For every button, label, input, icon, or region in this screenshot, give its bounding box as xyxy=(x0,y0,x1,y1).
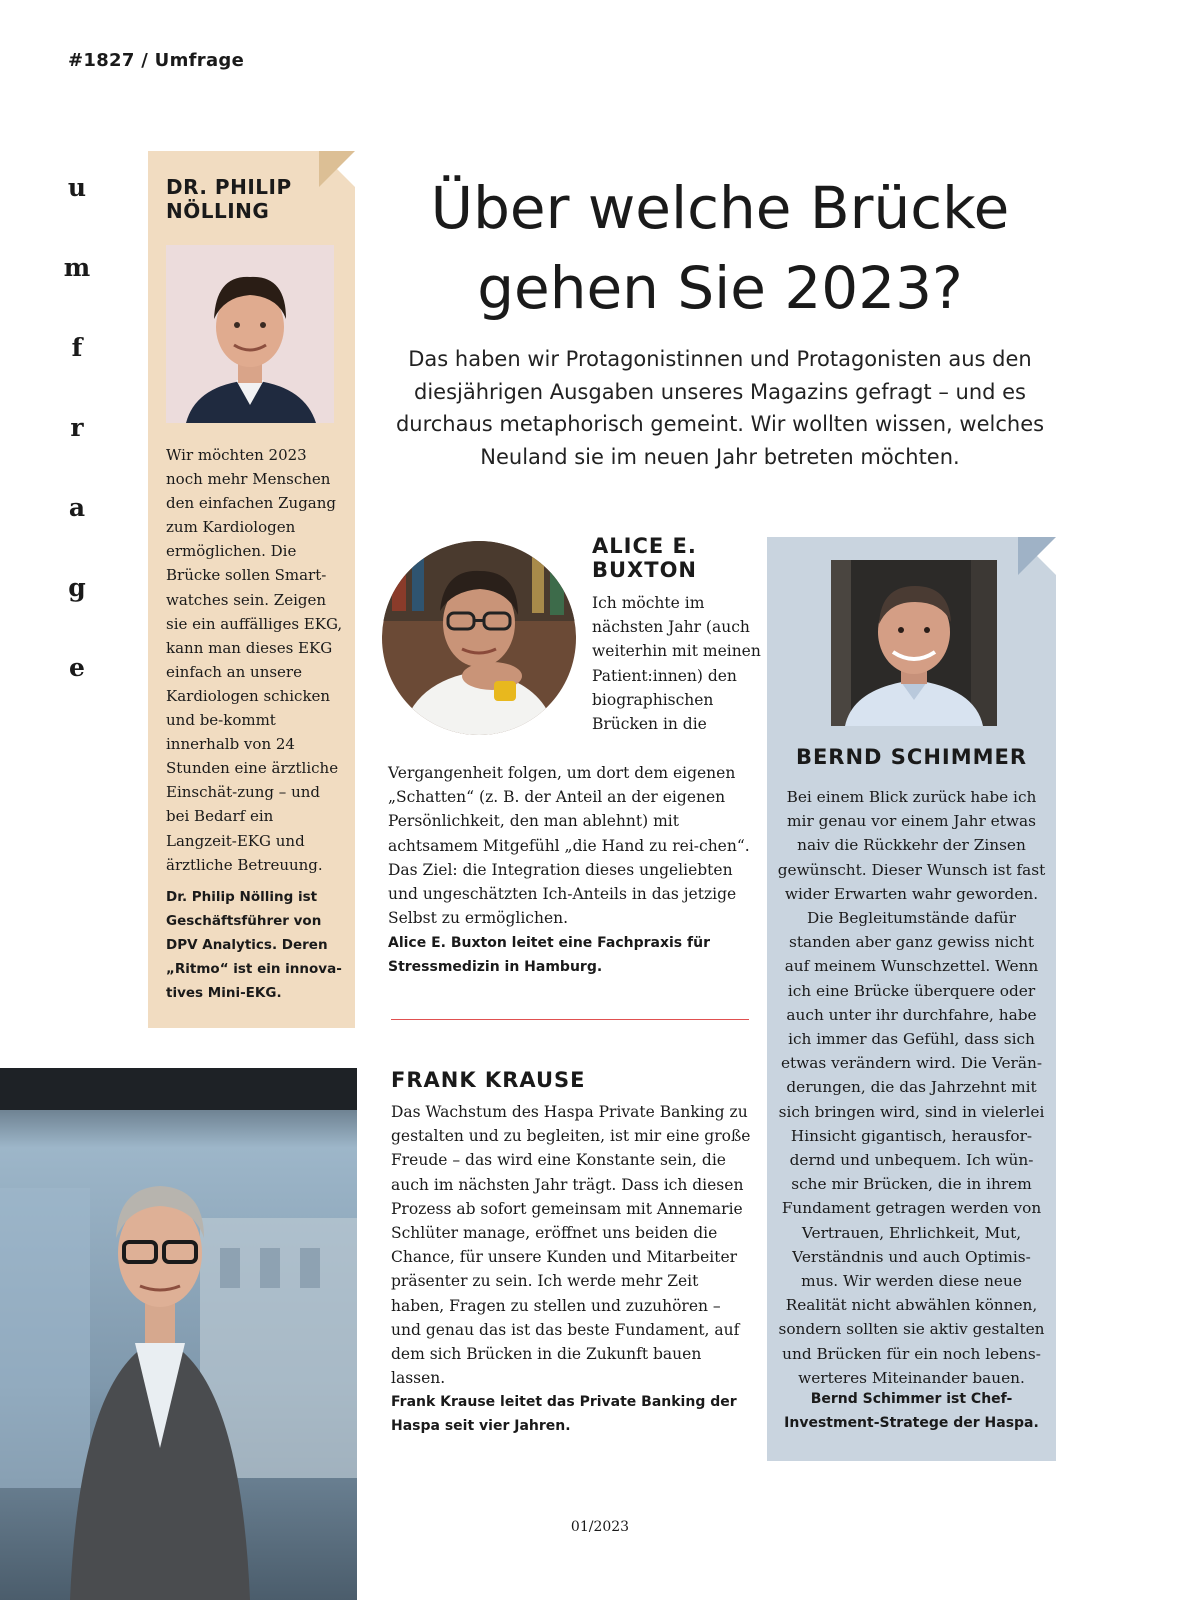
schimmer-name: BERND SCHIMMER xyxy=(795,745,1028,769)
krause-name: FRANK KRAUSE xyxy=(391,1068,586,1092)
buxton-bio: Alice E. Buxton leitet eine Fachpraxis für Stressmedizin in Hamburg. xyxy=(388,935,710,975)
intro-text: Das haben wir Protagonistinnen und Protagonisten aus den diesjährigen Ausgaben unseres Magazins gefragt – und es durchaus metaphorisch gemeint. Wir wollten wissen, welches Neuland sie im neuen Jahr betreten möchten. xyxy=(395,347,1045,469)
noelling-name xyxy=(166,175,326,223)
vertical-letter: a xyxy=(68,493,86,522)
headline-line2: gehen Sie 2023? xyxy=(477,254,963,322)
buxton-name-line1: ALICE E. xyxy=(592,534,697,558)
vertical-letter: u xyxy=(67,173,87,202)
schimmer-bio: Bernd Schimmer ist Chef-Investment-Stratege der Haspa. xyxy=(784,1391,1039,1431)
card-fold-shade xyxy=(1018,537,1056,575)
buxton-answer-bottom: Vergangenheit folgen, um dort dem eigenen „Schatten“ (z. B. der Anteil an der eigenen Persönlichkeit, den man ablehnt) mit achtsamem Mitgefühl „die Hand zu rei-chen“. Das Ziel: die Integration dieses ungeliebten und ungeschätzten Ich-Anteils in das jetzige Selbst zu ermöglichen. xyxy=(388,764,750,928)
buxton-name xyxy=(592,534,772,582)
schimmer-portrait xyxy=(831,560,997,726)
buxton-answer-top: Ich möchte im nächsten Jahr (auch weiterhin mit meinen Patient:innen) den biographischen Brücken in die xyxy=(592,594,761,734)
section-divider xyxy=(391,1019,749,1020)
vertical-letter: r xyxy=(70,413,84,442)
buxton-name-line2: BUXTON xyxy=(592,558,698,582)
vertical-letter: m xyxy=(63,253,91,282)
vertical-word xyxy=(60,168,94,728)
noelling-name-line1: DR. PHILIP xyxy=(166,175,292,199)
vertical-letter: e xyxy=(69,653,85,682)
page-number: 01/2023 xyxy=(570,1519,630,1535)
schimmer-card xyxy=(767,537,1056,1461)
noelling-card xyxy=(148,151,355,1028)
noelling-name-line2: NÖLLING xyxy=(166,199,270,223)
headline-line1: Über welche Brücke xyxy=(430,174,1010,242)
buxton-portrait xyxy=(382,541,576,735)
schimmer-answer: Bei einem Blick zurück habe ich mir genau vor einem Jahr etwas naiv die Rückkehr der Zinsen gewünscht. Dieser Wunsch ist fast wider Erwarten wahr geworden. Die Begleitumstände dafür standen aber ganz gewiss nicht auf meinem Wunschzettel. Wenn ich eine Brücke überquere oder auch unter ihr durchfahre, habe ich immer das Gefühl, dass sich etwas verändern wird. Die Verän-derungen, die das Jahrzehnt mit sich bringen wird, sind in vielerlei Hinsicht gigantisch, herausfor-dernd und unbequem. Ich wün-sche mir Brücken, die in ihrem Fundament getragen werden von Vertrauen, Ehrlichkeit, Mut, Verständnis und auch Optimis-mus. Wir werden diese neue Realität nicht abwählen können, sondern sollten sie aktiv gestalten und Brücken für ein noch lebens-werteres Miteinander bauen. xyxy=(777,788,1046,1387)
krause-bio: Frank Krause leitet das Private Banking der Haspa seit vier Jahren. xyxy=(391,1394,737,1434)
krause-answer: Das Wachstum des Haspa Private Banking zu gestalten und zu begleiten, ist mir eine große Freude – das wird eine Konstante sein, die auch im nächsten Jahr trägt. Dass ich diesen Prozess ab sofort gemeinsam mit Annemarie Schlüter manage, eröffnet uns beiden die Chance, für unsere Kunden und Mitarbeiter präsenter zu sein. Ich werde mehr Zeit haben, Fragen zu stellen und zuzuhören – und genau das ist das beste Fundament, auf dem sich Brücken in die Zukunft bauen lassen. xyxy=(391,1103,751,1388)
noelling-bio: Dr. Philip Nölling ist Geschäftsführer von DPV Analytics. Deren „Ritmo“ ist ein innova-tives Mini-EKG. xyxy=(166,889,342,1001)
vertical-letter: g xyxy=(68,573,86,602)
krause-portrait xyxy=(0,1068,357,1600)
noelling-portrait xyxy=(166,245,334,423)
noelling-answer: Wir möchten 2023 noch mehr Menschen den einfachen Zugang zum Kardiologen ermöglichen. Die Brücke sollen Smart-watches sein. Zeigen sie ein auffälliges EKG, kann man dieses EKG einfach an unsere Kardiologen schicken und be-kommt innerhalb von 24 Stunden eine ärztliche Einschät-zung – und bei Bedarf ein Langzeit-EKG und ärztliche Betreuung. xyxy=(166,446,343,874)
issue-label: #1827 / Umfrage xyxy=(68,50,245,71)
vertical-letter: f xyxy=(71,333,83,362)
headline xyxy=(360,168,1080,328)
